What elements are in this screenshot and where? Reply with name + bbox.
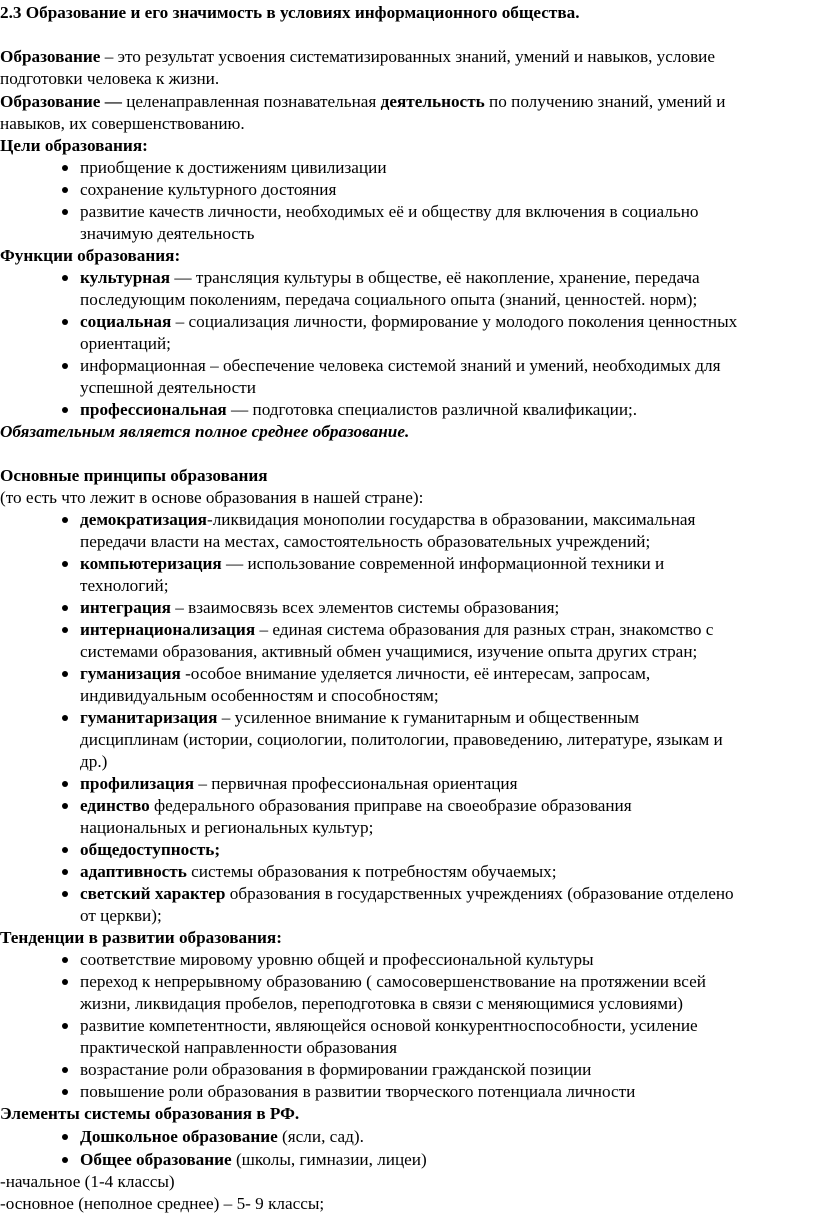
function-term: культурная	[80, 268, 171, 287]
bullet	[62, 627, 68, 633]
element-text: (ясли, сад).	[277, 1127, 364, 1146]
document-title: 2.3 Образование и его значимость в условиях информационного общества.	[0, 3, 580, 22]
definition-text: по получению знаний, умений и	[484, 92, 726, 111]
principle-item	[80, 553, 664, 575]
function-item	[80, 399, 637, 421]
principle-item	[80, 707, 639, 729]
goal-item-cont: значимую деятельность	[80, 224, 255, 243]
mandatory-note: Обязательным является полное среднее образование.	[0, 422, 410, 441]
principle-item	[80, 773, 518, 795]
bullet	[62, 209, 68, 215]
principles-heading: Основные принципы образования	[0, 466, 268, 485]
principle-item	[80, 839, 220, 861]
bullet	[62, 869, 68, 875]
element-subline: -основное (неполное среднее) – 5- 9 классы;	[0, 1194, 325, 1213]
definition-1-cont: подготовки человека к жизни.	[0, 69, 220, 88]
principle-term: общедоступность;	[80, 840, 221, 859]
bullet	[62, 363, 68, 369]
principle-term: светский характер	[80, 884, 226, 903]
principle-item	[80, 663, 650, 685]
element-term: Общее образование	[80, 1150, 232, 1169]
trend-item-cont: практической направленности образования	[80, 1038, 397, 1057]
principle-term: демократизация	[80, 510, 207, 529]
goals-heading: Цели образования:	[0, 136, 148, 155]
principle-item-cont: передачи власти на местах, самостоятельность образовательных учреждений;	[80, 532, 651, 551]
principle-text: федерального образования приправе на своеобразие образования	[149, 796, 632, 815]
principle-term: интернационализация	[80, 620, 256, 639]
principle-text: — использование современной информационной техники и	[221, 554, 665, 573]
trend-item: соответствие мировому уровню общей и профессиональной культуры	[80, 950, 594, 969]
bullet	[62, 979, 68, 985]
bullet	[62, 605, 68, 611]
bullet	[62, 517, 68, 523]
principle-item	[80, 619, 713, 641]
element-item	[80, 1149, 427, 1171]
principle-term: гуманизация	[80, 664, 181, 683]
definition-1	[0, 46, 715, 68]
principle-item-cont: индивидуальным особенностям и способностям;	[80, 686, 439, 705]
principles-subheading: (то есть что лежит в основе образования в нашей стране):	[0, 488, 424, 507]
definition-2	[0, 91, 725, 113]
function-text: – социализация личности, формирование у молодого поколения ценностных	[171, 312, 738, 331]
goal-item: приобщение к достижениям цивилизации	[80, 158, 387, 177]
principle-text: образования в государственных учреждениях (образование отделено	[225, 884, 734, 903]
bullet	[62, 275, 68, 281]
principle-term: интеграция	[80, 598, 171, 617]
bullet	[62, 187, 68, 193]
principle-item-cont: национальных и региональных культур;	[80, 818, 374, 837]
element-subline: -начальное (1-4 классы)	[0, 1172, 175, 1191]
principle-text: – усиленное внимание к гуманитарным и общественным	[217, 708, 640, 727]
principle-item	[80, 509, 695, 531]
principle-term: компьютеризация	[80, 554, 222, 573]
functions-heading: Функции образования:	[0, 246, 181, 265]
bullet	[62, 781, 68, 787]
function-item-cont: успешной деятельности	[80, 378, 256, 397]
trend-item: переход к непрерывному образованию ( самосовершенствование на протяжении всей	[80, 972, 706, 991]
principle-text: – первичная профессиональная ориентация	[194, 774, 518, 793]
principle-text: – единая система образования для разных стран, знакомство с	[255, 620, 714, 639]
bullet	[62, 957, 68, 963]
definition-text: – это результат усвоения систематизированных знаний, умений и навыков, условие	[100, 47, 716, 66]
principle-item	[80, 795, 632, 817]
trends-heading: Тенденции в развитии образования:	[0, 928, 282, 947]
definition-2-cont: навыков, их совершенствованию.	[0, 114, 245, 133]
principle-item-cont: системами образования, активный обмен учащимися, изучение опыта других стран;	[80, 642, 698, 661]
principle-text: -особое внимание уделяется личности, её интересам, запросам,	[180, 664, 651, 683]
function-term: социальная	[80, 312, 172, 331]
definition-emphasis: деятельность	[380, 92, 485, 111]
definition-term: Образование —	[0, 92, 122, 111]
bullet	[62, 165, 68, 171]
function-text: — трансляция культуры в обществе, её накопление, хранение, передача	[170, 268, 700, 287]
element-term: Дошкольное образование	[80, 1127, 278, 1146]
function-item	[80, 267, 700, 289]
bullet	[62, 1134, 68, 1140]
bullet	[62, 319, 68, 325]
principle-item-cont: от церкви);	[80, 906, 162, 925]
function-item-cont: ориентаций;	[80, 334, 171, 353]
bullet	[62, 561, 68, 567]
bullet	[62, 1067, 68, 1073]
bullet	[62, 407, 68, 413]
trend-item: повышение роли образования в развитии творческого потенциала личности	[80, 1082, 636, 1101]
principle-item-cont: дисциплинам (истории, социологии, политологии, правоведению, литературе, языкам и	[80, 730, 723, 749]
bullet	[62, 1089, 68, 1095]
principle-term: адаптивность	[80, 862, 187, 881]
principle-item-cont: технологий;	[80, 576, 169, 595]
trend-item: возрастание роли образования в формировании гражданской позиции	[80, 1060, 592, 1079]
trend-item-cont: жизни, ликвидация пробелов, переподготовка в связи с меняющимися условиями)	[80, 994, 684, 1013]
function-item-cont: последующим поколениям, передача социального опыта (знаний, ценностей. норм);	[80, 290, 698, 309]
goal-item: сохранение культурного достояния	[80, 180, 337, 199]
element-text: (школы, гимназии, лицеи)	[231, 1150, 427, 1169]
principle-term: единство	[80, 796, 150, 815]
bullet	[62, 715, 68, 721]
principle-term: профилизация	[80, 774, 195, 793]
bullet	[62, 671, 68, 677]
bullet	[62, 1023, 68, 1029]
principle-item	[80, 597, 559, 619]
bullet	[62, 891, 68, 897]
definition-text: целенаправленная познавательная	[121, 92, 381, 111]
principle-text: – взаимосвязь всех элементов системы образования;	[170, 598, 560, 617]
function-text: — подготовка специалистов различной квалификации;.	[226, 400, 638, 419]
bullet	[62, 803, 68, 809]
bullet	[62, 1157, 68, 1163]
principle-text: системы образования к потребностям обучаемых;	[186, 862, 557, 881]
definition-term: Образование	[0, 47, 101, 66]
bullet	[62, 847, 68, 853]
trend-item: развитие компетентности, являющейся основой конкурентноспособности, усиление	[80, 1016, 698, 1035]
principle-text: -ликвидация монополии государства в образовании, максимальная	[206, 510, 696, 529]
principle-term: гуманитаризация	[80, 708, 218, 727]
function-item: информационная – обеспечение человека системой знаний и умений, необходимых для	[80, 356, 721, 375]
principle-item	[80, 883, 734, 905]
principle-item-cont: др.)	[80, 752, 108, 771]
principle-item	[80, 861, 557, 883]
element-item	[80, 1126, 364, 1148]
elements-heading: Элементы системы образования в РФ.	[0, 1104, 300, 1123]
function-item	[80, 311, 737, 333]
function-term: профессиональная	[80, 400, 227, 419]
goal-item: развитие качеств личности, необходимых её и обществу для включения в социально	[80, 202, 699, 221]
